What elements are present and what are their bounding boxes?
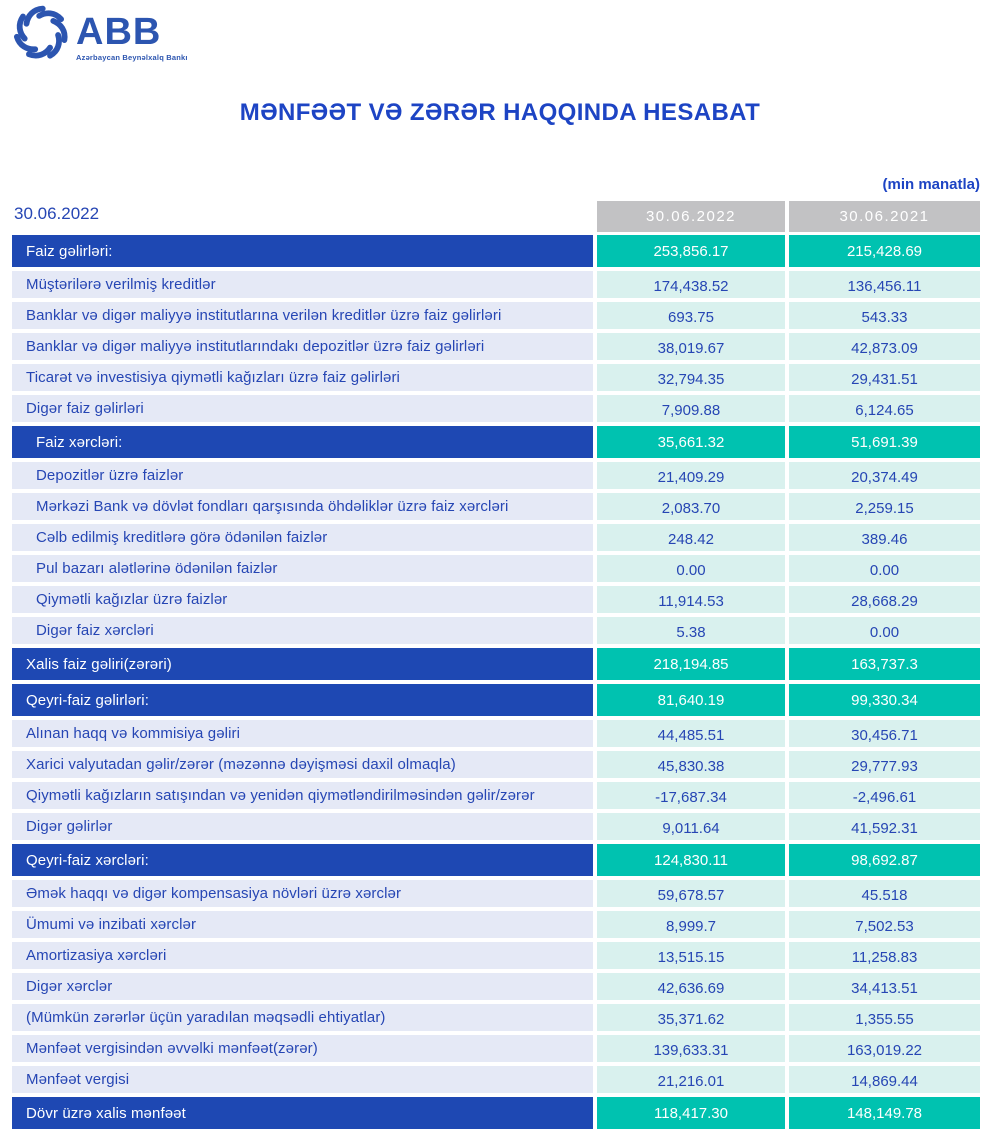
value-30-06-2022: 139,633.31 [597,1035,785,1062]
value-30-06-2021: 543.33 [789,302,980,329]
value-30-06-2022: 9,011.64 [597,813,785,840]
value-30-06-2022: 124,830.11 [597,844,785,876]
table-row [12,271,980,298]
value-30-06-2021: 136,456.11 [789,271,980,298]
table-row [12,751,980,778]
row-label: Banklar və digər maliyyə institutlarındakı depozitlər üzrə faiz gəlirləri [12,333,593,360]
row-label: Cəlb edilmiş kreditlərə görə ödənilən faizlər [12,524,593,551]
row-label: Digər faiz gəlirləri [12,395,593,422]
abb-swirl-icon [12,4,70,62]
table-row [12,333,980,360]
value-30-06-2021: 45.518 [789,880,980,907]
row-label: Dövr üzrə xalis mənfəət [12,1097,593,1129]
value-30-06-2021: 51,691.39 [789,426,980,458]
value-30-06-2021: 29,431.51 [789,364,980,391]
value-30-06-2022: 35,371.62 [597,1004,785,1031]
value-30-06-2021: 41,592.31 [789,813,980,840]
row-label: Ticarət və investisiya qiymətli kağızları üzrə faiz gəlirləri [12,364,593,391]
value-30-06-2021: 14,869.44 [789,1066,980,1093]
value-30-06-2021: 28,668.29 [789,586,980,613]
column-header-2021: 30.06.2021 [789,201,980,232]
value-30-06-2021: 163,737.3 [789,648,980,680]
logo-abbr: ABB [76,11,162,53]
column-header-2022: 30.06.2022 [597,201,785,232]
value-30-06-2022: 174,438.52 [597,271,785,298]
value-30-06-2021: 1,355.55 [789,1004,980,1031]
unit-note: (min manatla) [882,176,980,193]
table-row [12,782,980,809]
table-row [12,302,980,329]
value-30-06-2022: 44,485.51 [597,720,785,747]
table-row [12,617,980,644]
table-row [12,648,980,680]
row-label: Xarici valyutadan gəlir/zərər (məzənnə dəyişməsi daxil olmaqla) [12,751,593,778]
table-row [12,462,980,489]
row-label: Qiymətli kağızların satışından və yenidən qiymətləndirilməsindən gəlir/zərər [12,782,593,809]
row-label: Mərkəzi Bank və dövlət fondları qarşısında öhdəliklər üzrə faiz xərcləri [12,493,593,520]
table-row [12,555,980,582]
row-label: Alınan haqq və kommisiya gəliri [12,720,593,747]
row-label: Pul bazarı alətlərinə ödənilən faizlər [12,555,593,582]
value-30-06-2021: 2,259.15 [789,493,980,520]
logo-subtitle: Azərbaycan Beynəlxalq Bankı [76,53,188,62]
value-30-06-2021: 7,502.53 [789,911,980,938]
table-row [12,813,980,840]
logo-text [76,13,188,62]
value-30-06-2022: 693.75 [597,302,785,329]
value-30-06-2022: 0.00 [597,555,785,582]
row-label: Faiz xərcləri: [12,426,593,458]
value-30-06-2022: 45,830.38 [597,751,785,778]
value-30-06-2022: 32,794.35 [597,364,785,391]
value-30-06-2022: 253,856.17 [597,235,785,267]
table-row [12,942,980,969]
table-row [12,235,980,267]
row-label: Müştərilərə verilmiş kreditlər [12,271,593,298]
row-label: Mənfəət vergisi [12,1066,593,1093]
value-30-06-2021: 99,330.34 [789,684,980,716]
value-30-06-2022: 59,678.57 [597,880,785,907]
value-30-06-2022: 81,640.19 [597,684,785,716]
row-label: Faiz gəlirləri: [12,235,593,267]
table-row [12,395,980,422]
pl-statement-table [12,201,980,1133]
value-30-06-2022: 2,083.70 [597,493,785,520]
table-row [12,684,980,716]
value-30-06-2022: 118,417.30 [597,1097,785,1129]
value-30-06-2021: 163,019.22 [789,1035,980,1062]
value-30-06-2021: 0.00 [789,555,980,582]
value-30-06-2021: 42,873.09 [789,333,980,360]
row-label: Amortizasiya xərcləri [12,942,593,969]
table-row [12,524,980,551]
row-label: Xalis faiz gəliri(zərəri) [12,648,593,680]
row-label: Qiymətli kağızlar üzrə faizlər [12,586,593,613]
row-label: Banklar və digər maliyyə institutlarına verilən kreditlər üzrə faiz gəlirləri [12,302,593,329]
value-30-06-2021: 6,124.65 [789,395,980,422]
header-spacer [12,201,593,232]
value-30-06-2021: 389.46 [789,524,980,551]
value-30-06-2022: 21,216.01 [597,1066,785,1093]
table-row [12,426,980,458]
table-row [12,1004,980,1031]
value-30-06-2022: 13,515.15 [597,942,785,969]
value-30-06-2021: 29,777.93 [789,751,980,778]
value-30-06-2022: 21,409.29 [597,462,785,489]
value-30-06-2021: 148,149.78 [789,1097,980,1129]
row-label: Qeyri-faiz xərcləri: [12,844,593,876]
value-30-06-2022: 218,194.85 [597,648,785,680]
value-30-06-2021: 11,258.83 [789,942,980,969]
table-row [12,720,980,747]
row-label: (Mümkün zərərlər üçün yaradılan məqsədli ehtiyatlar) [12,1004,593,1031]
table-row [12,880,980,907]
value-30-06-2022: 7,909.88 [597,395,785,422]
table-row [12,1066,980,1093]
column-header-row [12,201,980,232]
value-30-06-2022: 42,636.69 [597,973,785,1000]
value-30-06-2021: 98,692.87 [789,844,980,876]
value-30-06-2022: -17,687.34 [597,782,785,809]
report-date: 30.06.2022 [14,204,100,223]
table-row [12,973,980,1000]
table-row [12,1035,980,1062]
page-title: MƏNFƏƏT VƏ ZƏRƏR HAQQINDA HESABAT [239,99,761,126]
row-label: Digər gəlirlər [12,813,593,840]
value-30-06-2021: -2,496.61 [789,782,980,809]
table-row [12,1097,980,1129]
value-30-06-2022: 248.42 [597,524,785,551]
value-30-06-2021: 30,456.71 [789,720,980,747]
value-30-06-2022: 35,661.32 [597,426,785,458]
table-row [12,586,980,613]
bank-logo [12,4,188,62]
pl-table-body [12,235,980,1129]
row-label: Qeyri-faiz gəlirləri: [12,684,593,716]
value-30-06-2021: 34,413.51 [789,973,980,1000]
value-30-06-2022: 8,999.7 [597,911,785,938]
value-30-06-2021: 215,428.69 [789,235,980,267]
row-label: Ümumi və inzibati xərclər [12,911,593,938]
value-30-06-2022: 5.38 [597,617,785,644]
table-row [12,493,980,520]
table-row [12,844,980,876]
row-label: Əmək haqqı və digər kompensasiya növləri üzrə xərclər [12,880,593,907]
value-30-06-2021: 0.00 [789,617,980,644]
row-label: Digər faiz xərcləri [12,617,593,644]
row-label: Digər xərclər [12,973,593,1000]
value-30-06-2021: 20,374.49 [789,462,980,489]
row-label: Mənfəət vergisindən əvvəlki mənfəət(zərər) [12,1035,593,1062]
value-30-06-2022: 11,914.53 [597,586,785,613]
row-label: Depozitlər üzrə faizlər [12,462,593,489]
table-row [12,911,980,938]
table-row [12,364,980,391]
value-30-06-2022: 38,019.67 [597,333,785,360]
